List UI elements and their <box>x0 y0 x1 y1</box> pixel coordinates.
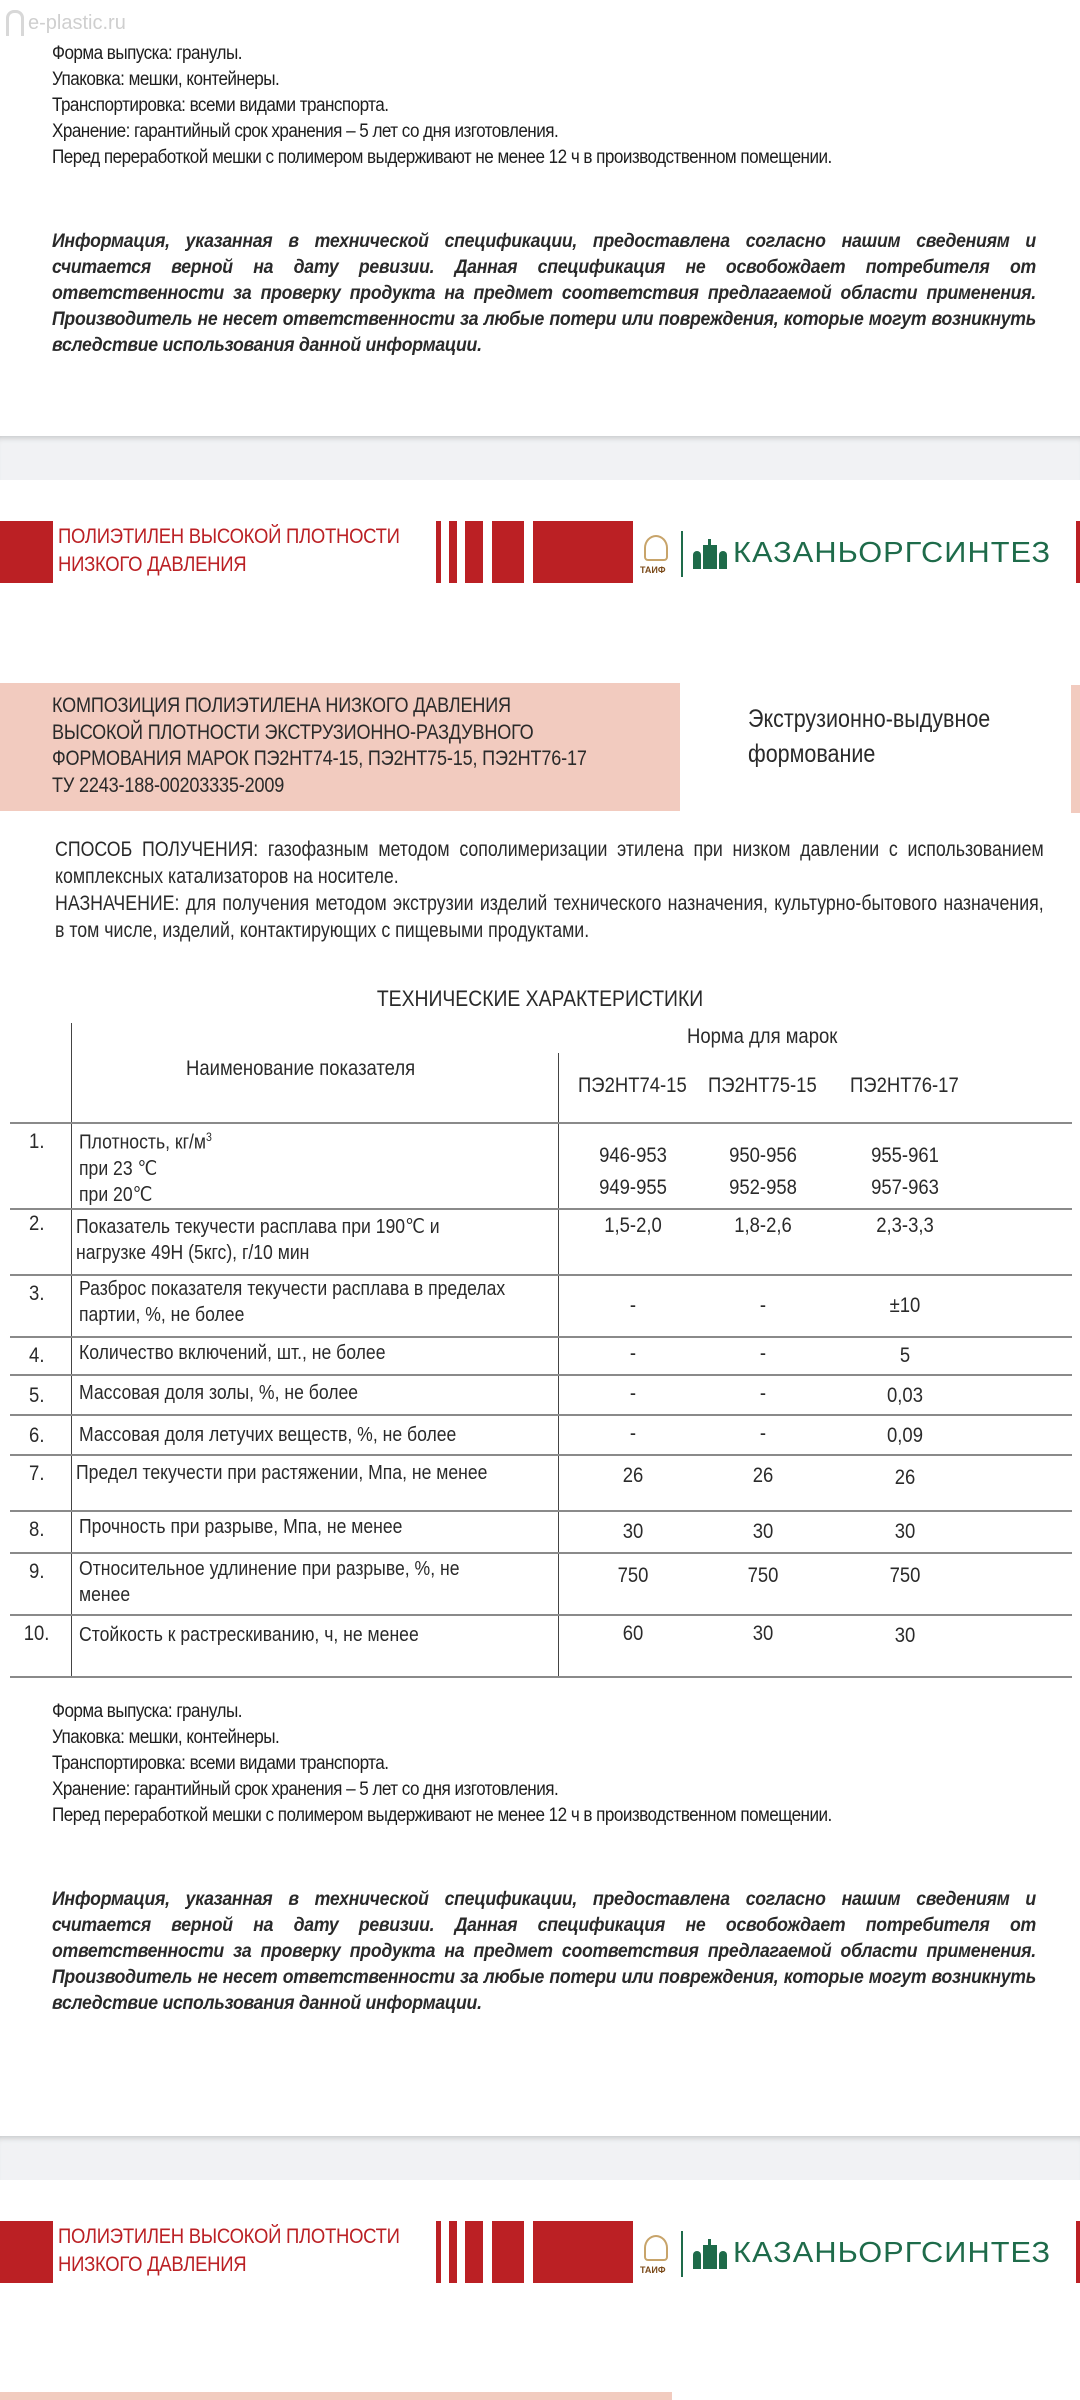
storage-line: Хранение: гарантийный срок хранения – 5 лет со дня изготовления. <box>52 1779 559 1800</box>
e-plastic-logo-icon <box>6 10 24 36</box>
product-info-lines <box>52 41 832 171</box>
table-title: ТЕХНИЧЕСКИЕ ХАРАКТЕРИСТИКИ <box>376 986 704 1011</box>
banner-title: ПОЛИЭТИЛЕН ВЫСОКОЙ ПЛОТНОСТИ НИЗКОГО ДАВЛЕНИЯ <box>58 525 400 576</box>
product-title-box <box>0 683 680 811</box>
product-title-box-partial <box>0 2392 672 2400</box>
banner-red-block <box>0 521 53 583</box>
logo-divider <box>681 531 683 577</box>
banner-red-edge <box>1076 2221 1080 2283</box>
transport-line: Транспортировка: всеми видами транспорта. <box>52 95 389 116</box>
form-line: Форма выпуска: гранулы. <box>52 1701 242 1722</box>
product-title-line: КОМПОЗИЦИЯ ПОЛИЭТИЛЕНА НИЗКОГО ДАВЛЕНИЯ <box>52 694 511 717</box>
processing-line: Перед переработкой мешки с полимером выдерживают не менее 12 ч в производственном помещении. <box>52 147 832 168</box>
taif-logo-icon: ТАИФ <box>640 535 672 575</box>
packaging-line: Упаковка: мешки, контейнеры. <box>52 1727 280 1748</box>
processing-line: Перед переработкой мешки с полимером выдерживают не менее 12 ч в производственном помещении. <box>52 1805 832 1826</box>
document-page-3 <box>0 2180 1080 2400</box>
kazanorgsintez-logo-icon <box>693 539 727 569</box>
document-banner <box>0 521 1080 585</box>
watermark <box>6 10 126 36</box>
company-name: КАЗАНЬОРГСИНТЕЗ <box>733 537 1052 569</box>
storage-line: Хранение: гарантийный срок хранения – 5 лет со дня изготовления. <box>52 121 559 142</box>
packaging-line: Упаковка: мешки, контейнеры. <box>52 69 280 90</box>
header-grade-1: ПЭ2НТ74-15 <box>578 1074 687 1097</box>
document-banner <box>0 2221 1080 2285</box>
transport-line: Транспортировка: всеми видами транспорта. <box>52 1753 389 1774</box>
product-description <box>55 836 1044 944</box>
header-grade-2: ПЭ2НТ75-15 <box>708 1074 817 1097</box>
page-separator <box>0 2136 1080 2180</box>
pink-edge-decoration <box>1071 685 1080 813</box>
process-type: Экструзионно-выдувное формование <box>748 705 991 768</box>
production-method: СПОСОБ ПОЛУЧЕНИЯ: газофазным методом сополимеризации этилена при низком давлении с использованием комплексных катализаторов на носителе. <box>55 838 1044 888</box>
product-spec-code: ТУ 2243-188-00203335-2009 <box>52 773 285 797</box>
banner-red-edge <box>1076 521 1080 583</box>
banner-red-block <box>0 2221 53 2283</box>
logo-divider <box>681 2231 683 2277</box>
disclaimer-bottom: Информация, указанная в технической спецификации, предоставлена согласно нашим сведениям и считается верной на дату ревизии. Данная спецификация не освобождает потребителя от ответственности за проверку продукта на предмет соответствия предлагаемой области применения. Производитель не несет ответственности за любые потери или повреждения, которые могут возникнуть вследствие использования данной информации. <box>52 1889 1036 2014</box>
product-title-line: ФОРМОВАНИЯ МАРОК ПЭ2НТ74-15, ПЭ2НТ75-15, ПЭ2НТ76-17 <box>52 747 587 770</box>
page-separator <box>0 436 1080 480</box>
header-grade-3: ПЭ2НТ76-17 <box>850 1074 959 1097</box>
form-line: Форма выпуска: гранулы. <box>52 43 242 64</box>
kazanorgsintez-logo-icon <box>693 2239 727 2269</box>
header-indicator-name: Наименование показателя <box>186 1057 416 1080</box>
product-title-line: ВЫСОКОЙ ПЛОТНОСТИ ЭКСТРУЗИОННО-РАЗДУВНОГО <box>52 720 534 744</box>
document-page-1 <box>0 0 1080 436</box>
product-info-lines-bottom <box>52 1699 832 1829</box>
watermark-text: e-plastic.ru <box>28 11 126 34</box>
header-norm: Норма для марок <box>687 1025 838 1048</box>
disclaimer: Информация, указанная в технической спецификации, предоставлена согласно нашим сведениям и считается верной на дату ревизии. Данная спецификация не освобождает потребителя от ответственности за проверку продукта на предмет соответствия предлагаемой области применения. Производитель не несет ответственности за любые потери или повреждения, которые могут возникнуть вследствие использования данной информации. <box>52 231 1036 356</box>
product-purpose: НАЗНАЧЕНИЕ: для получения методом экструзии изделий технического назначения, культурно-бытового назначения, в том числе, изделий, контактирующих с пищевыми продуктами. <box>55 892 1044 942</box>
taif-logo-icon: ТАИФ <box>640 2235 672 2275</box>
row-name: Плотность, $кг/м^3$ при 23 ℃ при 20℃ <box>79 1130 212 1206</box>
banner-title: ПОЛИЭТИЛЕН ВЫСОКОЙ ПЛОТНОСТИ НИЗКОГО ДАВЛЕНИЯ <box>58 2225 400 2276</box>
company-name: КАЗАНЬОРГСИНТЕЗ <box>733 2237 1052 2269</box>
specs-table: Наименование показателя Норма для марок ПЭ2НТ74-15 ПЭ2НТ75-15 ПЭ2НТ76-17 1. Плотность, $кг/м^3$ при 23 ℃ при 20℃ 946-953 950-956 955-961 949-955 952-958 957-963 2. Показатель текучести расплава при 190℃ и нагрузке 49Н (5кгс), г/10 мин 1,5-2,0 1,8-2,6 2,3-3,3 3. Разброс показателя текучести расплава в пределах партии, %, не более - - ±10 4. Количество включений, шт., не более - - 5 5. Массовая доля золы, %, не более - - 0,03 6. Массовая доля летучих веществ, %, не более - - 0,09 7. Предел текучести при растяжении, Мпа, не менее 26 26 26 8. Прочность при разрыве, Мпа, не менее 30 30 30 9. Относительное удлинение при разрыве, %, не менее 750 750 750 10. Стойкость к растрескиванию, ч, не менее 60 30 30 <box>0 1020 1080 1680</box>
